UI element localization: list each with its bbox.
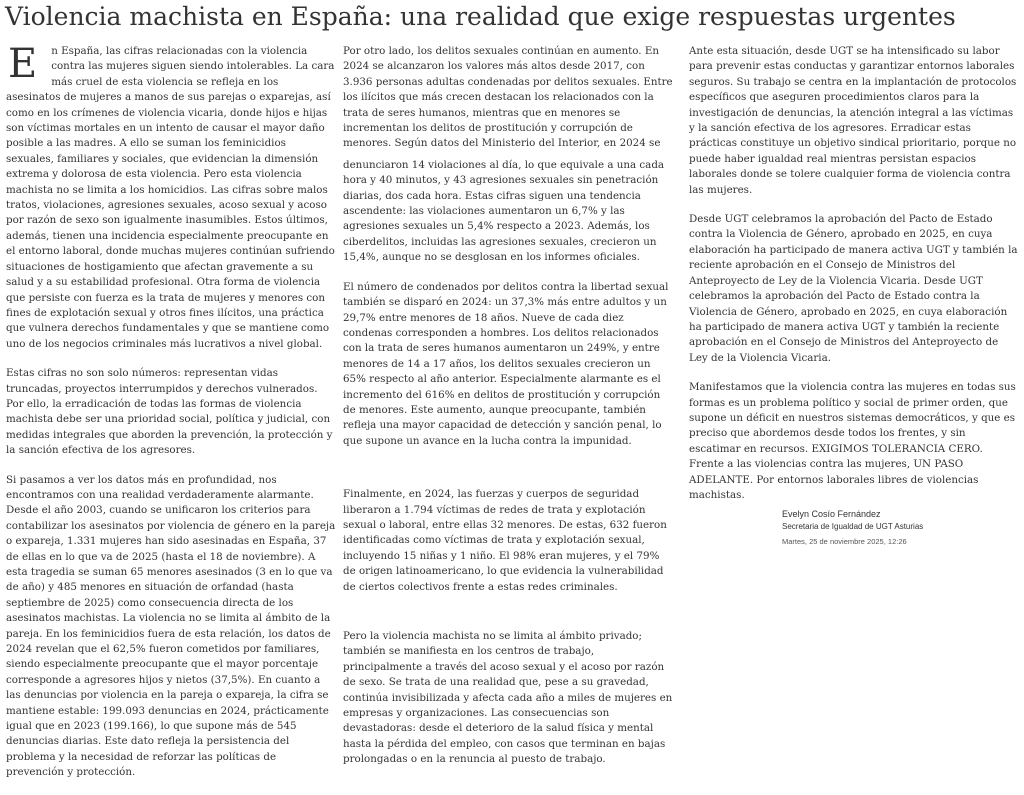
paragraph: Manifestamos que la violencia contra las mujeres en todas sus formas es un problema político y social de primer orden, que supone un déficit en nuestros sistemas democráticos, y que es preciso que abordemos desde todos los frentes, y sin escatimar en recursos. EXIGIMOS TOLERANCIA CERO. — [689, 381, 1016, 455]
paragraph: El número de condenados por delitos contra la libertad sexual también se disparó en 2024: un 37,3% más entre adultos y un 29,7% entre menores de 18 años. Nueve de cada diez condenas corresponden a hombres. Los delitos relacionados con la trata de seres humanos aumentaron un 249%, y entre menores de 14 a 17 años, los delitos sexuales crecieron un 65% respecto al año anterior. Especialmente alarmante es el incremento del 616% en delitos de prostitución y corrupción de menores. Este aumento, aunque preocupante, también refleja una mayor capacidad de detección y sanción penal, lo que supone un avance en la lucha contra la impunidad. — [343, 280, 669, 447]
paragraph: Estas cifras no son solo números: representan vidas truncadas, proyectos interrumpidos y derechos vulnerados. Por ello, la erradicación de todas las formas de violencia machista debe ser una prioridad social, política y judicial, con medidas integrales que aborden la prevención, la protección y la sanción efectiva de los agresores. — [6, 367, 333, 457]
paragraph: Ante esta situación, desde UGT se ha intensificado su labor para prevenir estas conductas y garantizar entornos laborales seguros. Su trabajo se centra en la implantación de protocolos específicos que aseguren procedimientos claros para la investigación de denuncias, la atención integral a las víctimas y la sanción efectiva de los agresores. Erradicar estas prácticas constituye un objetivo sindical prioritario, porque no puede haber igualdad real mientras persistan espacios laborales donde se tolere cualquier forma de violencia contra las mujeres. — [689, 45, 1017, 196]
article-column-1 — [6, 41, 336, 795]
article-column-3 — [689, 44, 1019, 517]
paragraph: Finalmente, en 2024, las fuerzas y cuerpos de seguridad liberaron a 1.794 víctimas de redes de trata y explotación sexual o laboral, entre ellas 32 menores. De estas, 632 fueron identificadas como víctimas de trata y explotación sexual, incluyendo 15 niñas y 1 niño. El 98% eran mujeres, y el 79% de origen latinoamericano, lo que evidencia la vulnerabilidad de ciertos colectivos frente a estas redes criminales. — [343, 488, 667, 593]
paragraph: Por otro lado, los delitos sexuales continúan en aumento. En 2024 se alcanzaron los valores más altos desde 2017, con 3.936 personas adultas condenadas por delitos sexuales. Entre los ilícitos que más crecen destacan los relacionados con la trata de seres humanos, mientras que en menores se incrementan los delitos de prostitución y corrupción de menores. Según datos del Ministerio del Interior, en 2024 se — [343, 45, 673, 150]
paragraph: denunciaron 14 violaciones al día, lo que equivale a una cada hora y 40 minutos, y 43 agresiones sexuales sin penetración diarias, dos cada hora. Estas cifras siguen una tendencia ascendente: las violaciones aumentaron un 6,7% y las agresiones sexuales un 5,4% respecto a 2023. Además, los ciberdelitos, incluidas las agresiones sexuales, crecieron un 15,4%, aunque no se desglosan en los informes oficiales. — [343, 158, 665, 264]
paragraph: Si pasamos a ver los datos más en profundidad, nos encontramos con una realidad verdaderamente alarmante. Desde el año 2003, cuando se unificaron los criterios para contabilizar los asesinatos por violencia de género en la pareja o expareja, 1.331 mujeres han sido asesinadas en España, 37 de ellas en lo que va de 2025 (hasta el 18 de noviembre). A esta tragedia se suman 65 menores asesinados (3 en lo que va de año) y 485 menores en situación de orfandad (hasta septiembre de 2025) como consecuencia directa de los asesinatos machistas. La violencia no se limita al ámbito de la pareja. En los feminicidios fuera de esta relación, los datos de 2024 revelan que el 62,5% fueron cometidos por familiares, siendo especialmente preocupante que el mayor porcentaje corresponde a agresores hijos y nietos (37,5%). En cuanto a las denuncias por violencia en la pareja o expareja, la cifra se mantiene estable: 199.093 denuncias en 2024, prácticamente igual que en 2023 (199.166), lo que supone más de 545 denuncias diarias. Este dato refleja la persistencia del problema y la necesidad de reforzar las políticas de prevención y protección. — [6, 473, 336, 779]
author-signature — [782, 508, 923, 548]
paragraph: Frente a las violencias contra las mujeres, UN PASO ADELANTE. Por entornos laborales libres de violencias machistas. — [689, 458, 979, 501]
article-title: Violencia machista en España: una realidad que exige respuestas urgentes — [5, 2, 956, 31]
author-name: Evelyn Cosío Fernández — [782, 509, 881, 519]
paragraph: Pero la violencia machista no se limita al ámbito privado; también se manifiesta en los centros de trabajo, principalmente a través del acoso sexual y el acoso por razón de sexo. Se trata de una realidad que, pese a su gravedad, continúa invisibilizada y afecta cada año a miles de mujeres en empresas y organizaciones. Las consecuencias son devastadoras: desde el deterioro de la salud física y mental hasta la pérdida del empleo, con casos que terminan en bajas prolongadas o en la renuncia al puesto de trabajo. — [343, 630, 673, 766]
author-role: Secretaria de Igualdad de UGT Asturias — [782, 522, 924, 531]
publish-date: Martes, 25 de noviembre 2025, 12:26 — [782, 537, 907, 546]
article-column-2 — [343, 44, 675, 782]
paragraph-text: n España, las cifras relacionadas con la violencia contra las mujeres siguen siendo intolerables. La cara más cruel de esta violencia se refleja en los asesinatos de mujeres a manos de sus parejas o exparejas, así como en los crímenes de violencia vicaria, donde hijos e hijas son víctimas mortales en un intento de causar el mayor daño posible a las madres. A ello se suman los feminicidios sexuales, familiares y sociales, que evidencian la dimensión extrema y dolorosa de esta violencia. Pero esta violencia machista no se limita a los homicidios. Las cifras sobre malos tratos, violaciones, agresiones sexuales, acoso sexual y acoso por razón de sexo son igualmente inasumibles. Estos últimos, además, tienen una incidencia especialmente preocupante en el entorno laboral, donde muchas mujeres continúan sufriendo situaciones de hostigamiento que afectan gravemente a su salud y a su estabilidad profesional. Otra forma de violencia que persiste con fuerza es la trata de mujeres y menores con fines de explotación sexual y otros fines ilícitos, una práctica que vulnera derechos fundamentales y que se mantiene como uno de los negocios criminales más lucrativos a nivel global. — [6, 45, 335, 350]
paragraph: Desde UGT celebramos la aprobación del Pacto de Estado contra la Violencia de Género, aprobado en 2025, en cuya elaboración ha participado de manera activa UGT y también la reciente aprobación en el Consejo de Ministros del Anteproyecto de Ley de la Violencia Vicaria. Desde UGT celebramos la aprobación del Pacto de Estado contra la Violencia de Género, aprobado en 2025, en cuya elaboración ha participado de manera activa UGT y también la reciente aprobación en el Consejo de Ministros del Anteproyecto de Ley de la Violencia Vicaria. — [689, 213, 1018, 364]
paragraph — [6, 41, 336, 352]
drop-cap: E — [8, 41, 38, 87]
